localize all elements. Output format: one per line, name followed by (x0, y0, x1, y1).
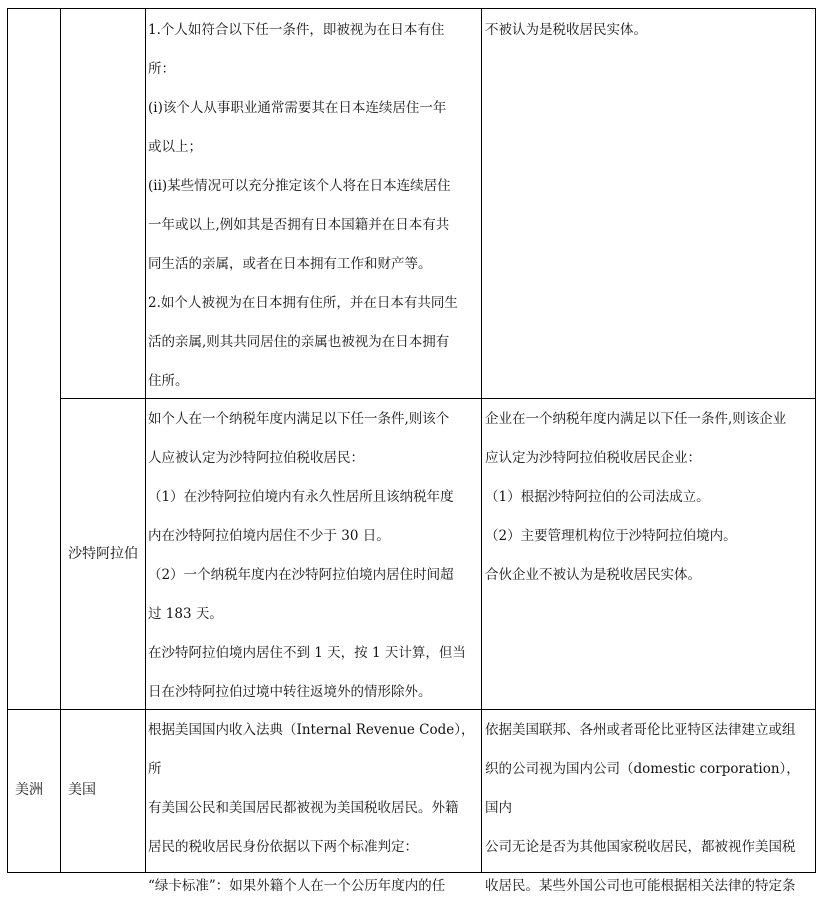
text-line: 根据美国国内收入法典（Internal Revenue Code），所 (148, 722, 475, 777)
japan-individual-cell (148, 11, 478, 401)
text-line: 合伙企业不被认为是税收居民实体。 (485, 567, 701, 583)
saudi-entity-text (485, 400, 813, 595)
text-line: 企业在一个纳税年度内满足以下任一条件,则该企业 (485, 411, 787, 427)
saudi-country-label: 沙特阿拉伯 (68, 546, 138, 562)
japan-entity-cell (485, 11, 813, 50)
table-border-right (815, 8, 816, 873)
usa-entity-cell (485, 711, 813, 906)
text-line: （2）主要管理机构位于沙特阿拉伯境内。 (485, 528, 737, 544)
text-line: 织的公司视为国内公司（domestic corporation），国内 (485, 761, 800, 816)
text-line: 同生活的亲属，或者在日本拥有工作和财产等。 (148, 256, 432, 272)
saudi-individual-cell (148, 400, 478, 712)
text-line: 不被认为是税收居民实体。 (485, 22, 647, 38)
text-line: 应认定为沙特阿拉伯税收居民企业： (485, 450, 701, 466)
text-line: 居民的税收居民身份依据以下两个标准判定： (148, 839, 418, 855)
text-line: 内在沙特阿拉伯境内居住不少于 30 日。 (148, 528, 390, 544)
text-line: 如个人在一个纳税年度内满足以下任一条件,则该个 (148, 411, 450, 427)
usa-country-label: 美国 (68, 782, 96, 798)
text-line: 过 183 天。 (148, 606, 223, 622)
saudi-individual-text (148, 400, 478, 712)
text-line: 所： (148, 61, 175, 77)
table-border-top (7, 8, 816, 9)
text-line: 在沙特阿拉伯境内居住不到 1 天，按 1 天计算，但当 (148, 645, 466, 661)
text-line: 有美国公民和美国居民都被视为美国税收居民。外籍 (148, 800, 459, 816)
text-line: （1）在沙特阿拉伯境内有永久性居所且该纳税年度 (148, 489, 454, 505)
text-line: 或以上； (148, 139, 202, 155)
text-line: 日在沙特阿拉伯过境中转往返境外的情形除外。 (148, 684, 432, 700)
japan-entity-text (485, 11, 813, 50)
text-line: 依据美国联邦、各州或者哥伦比亚特区法律建立或组 (485, 722, 796, 738)
text-line: （1）根据沙特阿拉伯的公司法成立。 (485, 489, 710, 505)
text-line: 2.如个人被视为在日本拥有住所，并在日本有共同生 (148, 295, 458, 311)
text-line: 一年或以上,例如其是否拥有日本国籍并在日本有共 (148, 217, 450, 233)
table-column-divider (60, 8, 61, 873)
table-column-divider (145, 8, 146, 873)
region-label-americas: 美洲 (15, 782, 43, 798)
text-line: “绿卡标准”：如果外籍个人在一个公历年度内的任 (148, 878, 446, 894)
saudi-entity-cell (485, 400, 813, 595)
text-line: (i)该个人从事职业通常需要其在日本连续居住一年 (148, 100, 447, 116)
text-line: （2）一个纳税年度内在沙特阿拉伯境内居住时间超 (148, 567, 454, 583)
text-line: 住所。 (148, 373, 189, 389)
usa-entity-text (485, 711, 813, 906)
text-line: (ii)某些情况可以充分推定该个人将在日本连续居住 (148, 178, 451, 194)
text-line: 活的亲属,则其共同居住的亲属也被视为在日本拥有 (148, 334, 450, 350)
usa-individual-cell (148, 711, 478, 906)
text-line: 收居民。某些外国公司也可能根据相关法律的特定条 (485, 878, 796, 894)
text-line: 公司无论是否为其他国家税收居民，都被视作美国税 (485, 839, 796, 855)
text-line: 1.个人如符合以下任一条件，即被视为在日本有住 (148, 22, 445, 38)
text-line: 人应被认定为沙特阿拉伯税收居民： (148, 450, 364, 466)
table-column-divider (481, 8, 482, 873)
usa-individual-text (148, 711, 478, 906)
table-border-left (7, 8, 8, 873)
japan-individual-text (148, 11, 478, 401)
